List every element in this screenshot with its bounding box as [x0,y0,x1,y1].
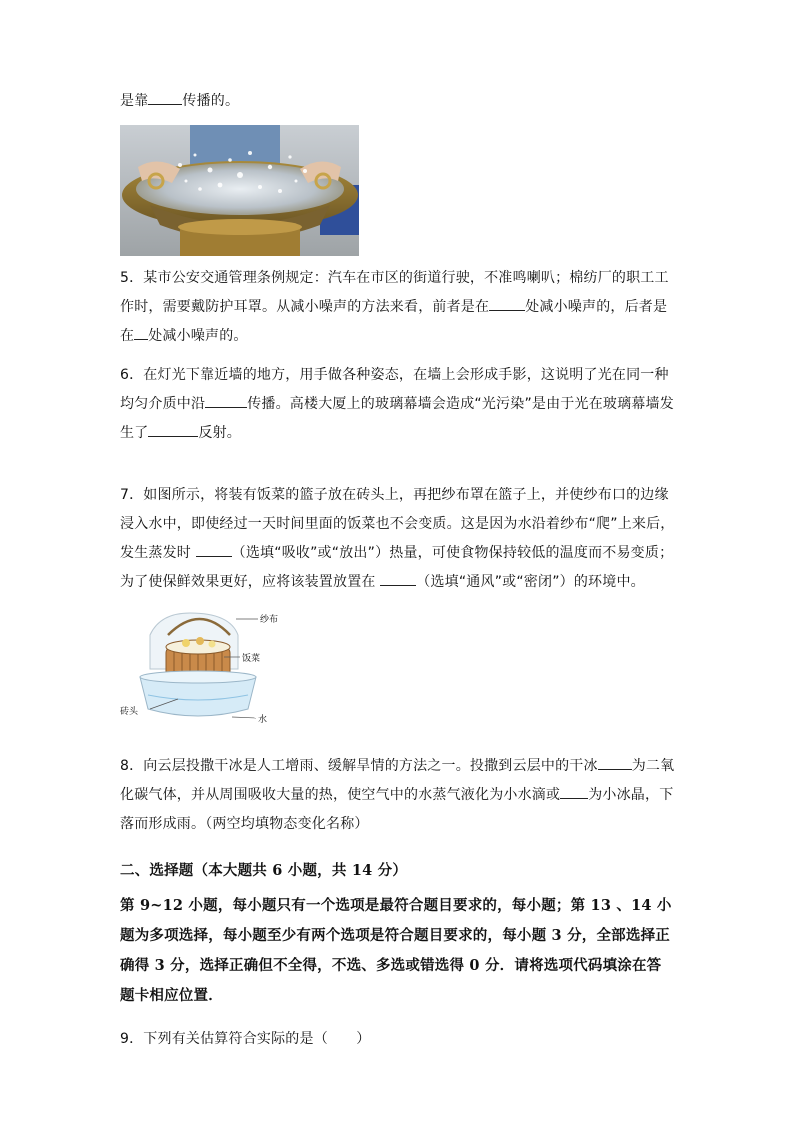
q8-blank-1 [598,755,632,770]
label-brick: 砖头 [120,707,139,717]
label-water: 水 [258,715,268,725]
q4-tail [120,87,676,116]
question-9: 9．下列有关估算符合实际的是（ ） [120,1031,371,1047]
figure-fish-basin-photo [120,125,359,256]
q6-blank-2 [148,422,198,437]
q7-blank-1 [196,542,232,557]
food-basket-svg [120,605,280,730]
basin-photo-svg [120,125,359,256]
q7-blank-2 [380,571,416,586]
q5-blank-1 [489,296,525,311]
q4-tail-before: 是靠 [120,93,149,109]
question-8: 8．向云层投撒干冰是人工增雨、缓解旱情的方法之一。投撒到云层中的干冰 为二氧化碳气体，并从周围吸收大量的热，使空气中的水蒸气液化为小水滴或 为小冰晶，下落而形成雨。（两空均填物态变化名称） [120,752,676,839]
figure-food-basket-diagram [120,605,280,730]
question-5: 5．某市公安交通管理条例规定：汽车在市区的街道行驶，不准鸣喇叭；棉纺厂的职工工作时，需要戴防护耳罩。从减小噪声的方法来看，前者是在 处减小噪声的，后者是在 处减小噪声的。 [120,270,669,344]
label-gauze: 纱布 [260,615,279,625]
question-6: 6．在灯光下靠近墙的地方，用手做各种姿态，在墙上会形成手影，这说明了光在同一种均匀介质中沿 传播。高楼大厦上的玻璃幕墙会造成“光污染”是由于光在玻璃幕墙发生了 反射。 [120,367,674,441]
q4-blank [148,90,182,105]
section-2-instructions: 第 9~12 小题，每小题只有一个选项是最符合题目要求的，每小题；第 13 、14 小题为多项选择，每小题至少有两个选项是符合题目要求的，每小题 3 分，全部选择正确得 3 分，选择正确但不全得，不选、多选或错选得 0 分．请将选项代码填涂在答题卡相应位置． [120,897,672,1004]
q6-blank-1 [205,393,247,408]
q5-blank-2 [134,325,148,340]
q8-blank-2 [560,784,588,799]
q4-tail-after: 传播的。 [182,93,240,109]
label-food: 饭菜 [242,654,261,664]
section-2-heading: 二、选择题（本大题共 6 小题，共 14 分） [120,862,408,879]
question-7: 7．如图所示，将装有饭菜的篮子放在砖头上，再把纱布罩在篮子上，并使纱布口的边缘浸入水中，即使经过一天时间里面的饭菜也不会变质。这是因为水沿着纱布“爬”上来后，发生蒸发时 （选填“吸收”或“放出”）热量，可使食物保持较低的温度而不易变质；为了使保鲜效果更好，应将该装置放置在 （选填“通风”或“密闭”）的环境中。 [120,487,675,590]
